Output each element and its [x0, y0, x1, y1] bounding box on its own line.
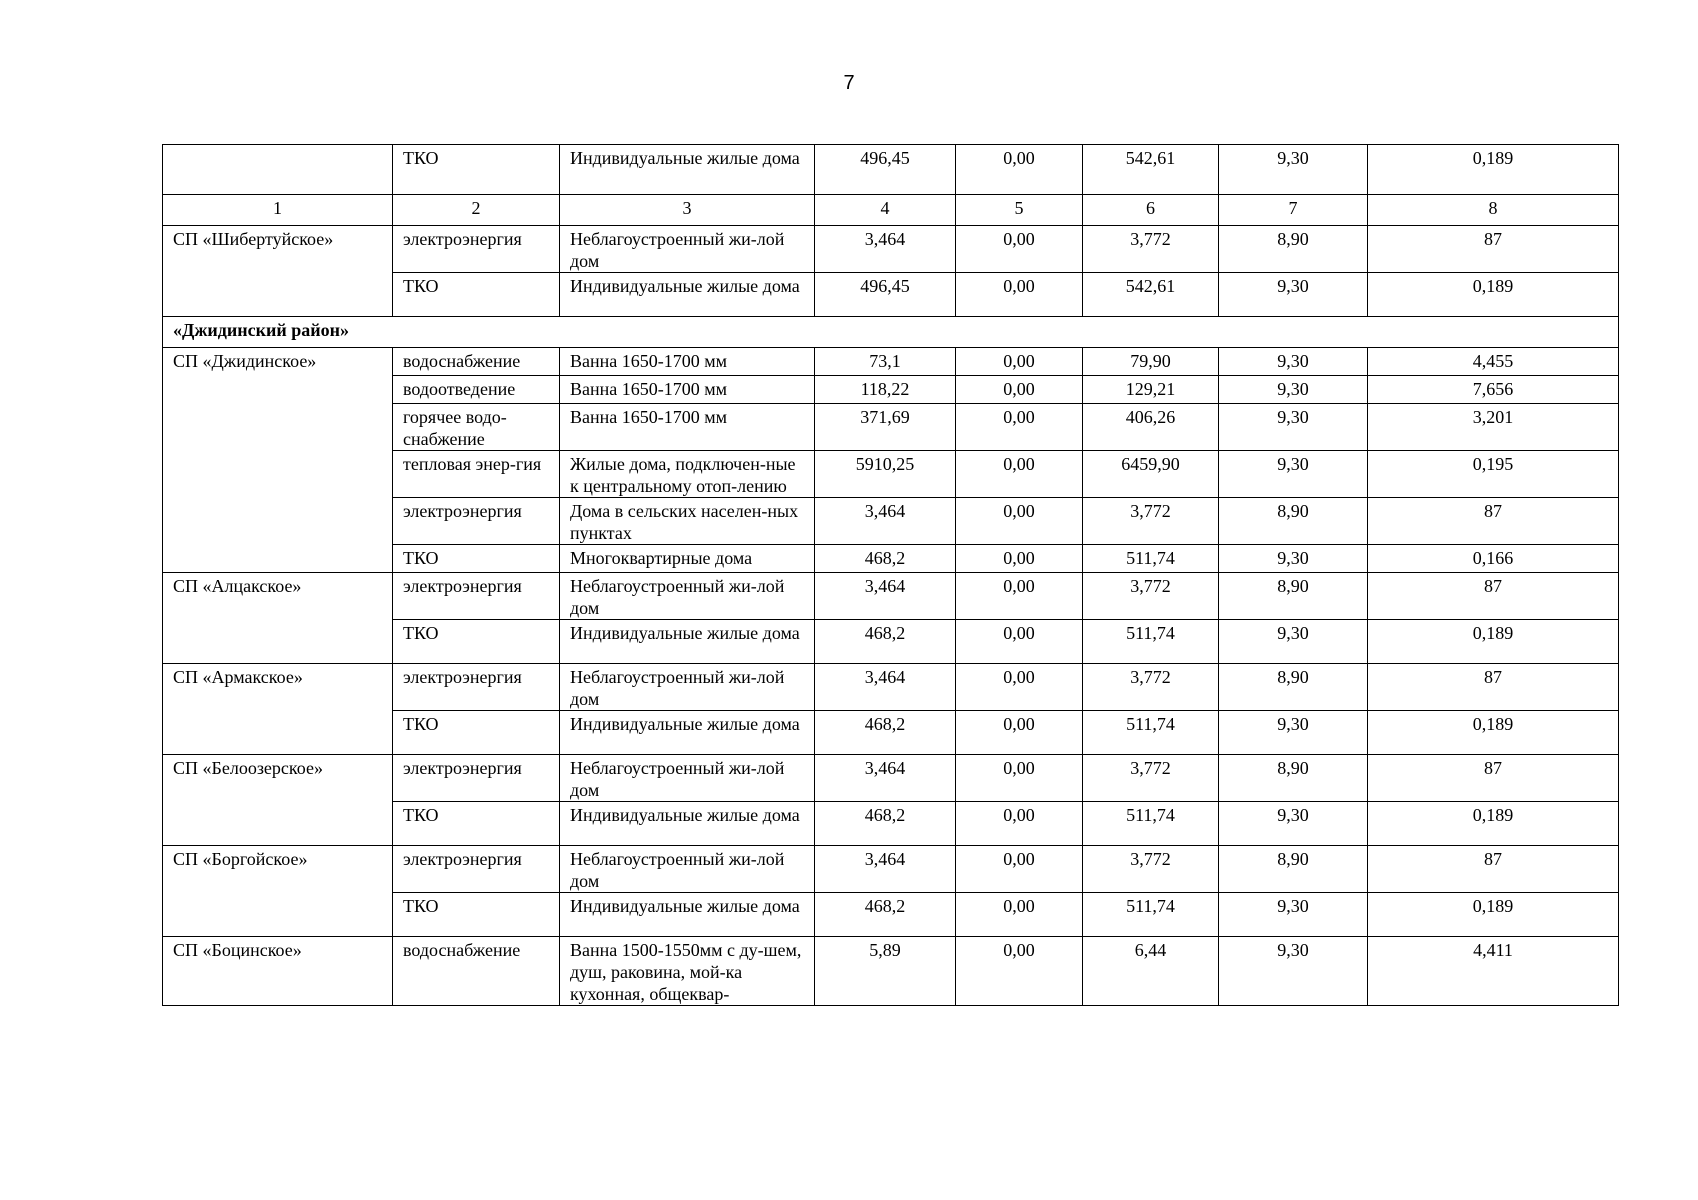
column-number: 4 [815, 195, 956, 226]
value-cell: 9,30 [1219, 348, 1368, 376]
value-cell: 0,166 [1368, 545, 1619, 573]
object-cell: Индивидуальные жилые дома [560, 802, 815, 846]
value-cell: 5,89 [815, 937, 956, 1006]
object-cell: Неблагоустроенный жи-лой дом [560, 573, 815, 620]
value-cell: 87 [1368, 664, 1619, 711]
value-cell: 468,2 [815, 711, 956, 755]
object-cell: Индивидуальные жилые дома [560, 711, 815, 755]
object-cell: Неблагоустроенный жи-лой дом [560, 755, 815, 802]
value-cell: 0,00 [956, 404, 1083, 451]
value-cell: 0,00 [956, 664, 1083, 711]
value-cell: 0,00 [956, 145, 1083, 195]
utility-cell: ТКО [393, 273, 560, 317]
object-cell: Жилые дома, подключен-ные к центральному отоп-лению [560, 451, 815, 498]
value-cell: 87 [1368, 573, 1619, 620]
value-cell: 4,455 [1368, 348, 1619, 376]
value-cell: 9,30 [1219, 802, 1368, 846]
value-cell: 0,189 [1368, 893, 1619, 937]
value-cell: 87 [1368, 226, 1619, 273]
settlement-cell [163, 145, 393, 195]
object-cell: Неблагоустроенный жи-лой дом [560, 664, 815, 711]
table-row [163, 573, 1619, 620]
utility-cell: электроэнергия [393, 846, 560, 893]
utility-cell: ТКО [393, 893, 560, 937]
settlement-cell: СП «Армакское» [163, 664, 393, 755]
utility-cell: ТКО [393, 145, 560, 195]
utility-cell: водоснабжение [393, 348, 560, 376]
value-cell: 496,45 [815, 273, 956, 317]
value-cell: 371,69 [815, 404, 956, 451]
object-cell: Индивидуальные жилые дома [560, 273, 815, 317]
value-cell: 9,30 [1219, 404, 1368, 451]
value-cell: 9,30 [1219, 620, 1368, 664]
value-cell: 8,90 [1219, 573, 1368, 620]
object-cell: Ванна 1650-1700 мм [560, 376, 815, 404]
value-cell: 0,00 [956, 226, 1083, 273]
value-cell: 0,189 [1368, 802, 1619, 846]
value-cell: 0,00 [956, 937, 1083, 1006]
utility-cell: тепловая энер-гия [393, 451, 560, 498]
value-cell: 3,464 [815, 664, 956, 711]
value-cell: 496,45 [815, 145, 956, 195]
column-number: 8 [1368, 195, 1619, 226]
column-number: 1 [163, 195, 393, 226]
value-cell: 0,189 [1368, 145, 1619, 195]
column-number-row [163, 195, 1619, 226]
value-cell: 7,656 [1368, 376, 1619, 404]
value-cell: 3,464 [815, 498, 956, 545]
value-cell: 3,464 [815, 573, 956, 620]
value-cell: 511,74 [1083, 620, 1219, 664]
value-cell: 0,00 [956, 755, 1083, 802]
column-number: 6 [1083, 195, 1219, 226]
value-cell: 3,772 [1083, 226, 1219, 273]
object-cell: Ванна 1650-1700 мм [560, 404, 815, 451]
value-cell: 8,90 [1219, 498, 1368, 545]
value-cell: 8,90 [1219, 226, 1368, 273]
value-cell: 79,90 [1083, 348, 1219, 376]
value-cell: 0,00 [956, 498, 1083, 545]
value-cell: 118,22 [815, 376, 956, 404]
object-cell: Ванна 1650-1700 мм [560, 348, 815, 376]
value-cell: 0,00 [956, 846, 1083, 893]
object-cell: Неблагоустроенный жи-лой дом [560, 226, 815, 273]
value-cell: 3,772 [1083, 755, 1219, 802]
value-cell: 6,44 [1083, 937, 1219, 1006]
value-cell: 0,00 [956, 893, 1083, 937]
value-cell: 9,30 [1219, 711, 1368, 755]
value-cell: 468,2 [815, 620, 956, 664]
table-row [163, 664, 1619, 711]
value-cell: 0,00 [956, 620, 1083, 664]
column-number: 7 [1219, 195, 1368, 226]
object-cell: Индивидуальные жилые дома [560, 893, 815, 937]
value-cell: 9,30 [1219, 145, 1368, 195]
column-number: 5 [956, 195, 1083, 226]
table-row [163, 846, 1619, 893]
utility-cell: ТКО [393, 620, 560, 664]
value-cell: 0,00 [956, 802, 1083, 846]
utility-cell: водоотведение [393, 376, 560, 404]
utility-cell: ТКО [393, 711, 560, 755]
value-cell: 3,772 [1083, 573, 1219, 620]
value-cell: 9,30 [1219, 376, 1368, 404]
value-cell: 3,464 [815, 755, 956, 802]
object-cell: Дома в сельских населен-ных пунктах [560, 498, 815, 545]
settlement-cell: СП «Боцинское» [163, 937, 393, 1006]
utility-cell: ТКО [393, 545, 560, 573]
value-cell: 511,74 [1083, 545, 1219, 573]
value-cell: 3,772 [1083, 664, 1219, 711]
value-cell: 4,411 [1368, 937, 1619, 1006]
utility-cell: водоснабжение [393, 937, 560, 1006]
table-row [163, 145, 1619, 195]
value-cell: 468,2 [815, 893, 956, 937]
utility-cell: электроэнергия [393, 573, 560, 620]
value-cell: 0,00 [956, 711, 1083, 755]
value-cell: 9,30 [1219, 937, 1368, 1006]
tariff-table [162, 144, 1619, 1006]
object-cell: Ванна 1500-1550мм с ду-шем, душ, раковина, мой-ка кухонная, общеквар- [560, 937, 815, 1006]
value-cell: 6459,90 [1083, 451, 1219, 498]
object-cell: Многоквартирные дома [560, 545, 815, 573]
table-row [163, 937, 1619, 1006]
column-number: 2 [393, 195, 560, 226]
value-cell: 3,772 [1083, 498, 1219, 545]
value-cell: 0,195 [1368, 451, 1619, 498]
object-cell: Индивидуальные жилые дома [560, 145, 815, 195]
settlement-cell: СП «Белоозерское» [163, 755, 393, 846]
settlement-cell: СП «Алцакское» [163, 573, 393, 664]
value-cell: 468,2 [815, 802, 956, 846]
value-cell: 0,00 [956, 573, 1083, 620]
table-row [163, 755, 1619, 802]
utility-cell: электроэнергия [393, 755, 560, 802]
value-cell: 0,00 [956, 273, 1083, 317]
district-row [163, 317, 1619, 348]
value-cell: 542,61 [1083, 145, 1219, 195]
utility-cell: электроэнергия [393, 498, 560, 545]
value-cell: 542,61 [1083, 273, 1219, 317]
district-name: «Джидинский район» [163, 317, 1619, 348]
value-cell: 9,30 [1219, 273, 1368, 317]
value-cell: 0,00 [956, 348, 1083, 376]
value-cell: 73,1 [815, 348, 956, 376]
object-cell: Неблагоустроенный жи-лой дом [560, 846, 815, 893]
settlement-cell: СП «Боргойское» [163, 846, 393, 937]
value-cell: 3,772 [1083, 846, 1219, 893]
value-cell: 8,90 [1219, 755, 1368, 802]
value-cell: 8,90 [1219, 664, 1368, 711]
utility-cell: ТКО [393, 802, 560, 846]
value-cell: 9,30 [1219, 893, 1368, 937]
value-cell: 0,00 [956, 376, 1083, 404]
table-row [163, 226, 1619, 273]
value-cell: 9,30 [1219, 545, 1368, 573]
column-number: 3 [560, 195, 815, 226]
value-cell: 129,21 [1083, 376, 1219, 404]
settlement-cell: СП «Шибертуйское» [163, 226, 393, 317]
utility-cell: электроэнергия [393, 664, 560, 711]
settlement-cell: СП «Джидинское» [163, 348, 393, 573]
value-cell: 3,464 [815, 226, 956, 273]
value-cell: 0,189 [1368, 711, 1619, 755]
value-cell: 511,74 [1083, 893, 1219, 937]
value-cell: 87 [1368, 755, 1619, 802]
value-cell: 0,189 [1368, 273, 1619, 317]
value-cell: 87 [1368, 846, 1619, 893]
value-cell: 0,189 [1368, 620, 1619, 664]
value-cell: 511,74 [1083, 711, 1219, 755]
table-row [163, 348, 1619, 376]
value-cell: 87 [1368, 498, 1619, 545]
utility-cell: электроэнергия [393, 226, 560, 273]
value-cell: 468,2 [815, 545, 956, 573]
value-cell: 511,74 [1083, 802, 1219, 846]
utility-cell: горячее водо-снабжение [393, 404, 560, 451]
value-cell: 406,26 [1083, 404, 1219, 451]
value-cell: 0,00 [956, 451, 1083, 498]
page-number: 7 [843, 72, 855, 94]
value-cell: 8,90 [1219, 846, 1368, 893]
value-cell: 3,201 [1368, 404, 1619, 451]
value-cell: 9,30 [1219, 451, 1368, 498]
value-cell: 5910,25 [815, 451, 956, 498]
value-cell: 0,00 [956, 545, 1083, 573]
value-cell: 3,464 [815, 846, 956, 893]
object-cell: Индивидуальные жилые дома [560, 620, 815, 664]
